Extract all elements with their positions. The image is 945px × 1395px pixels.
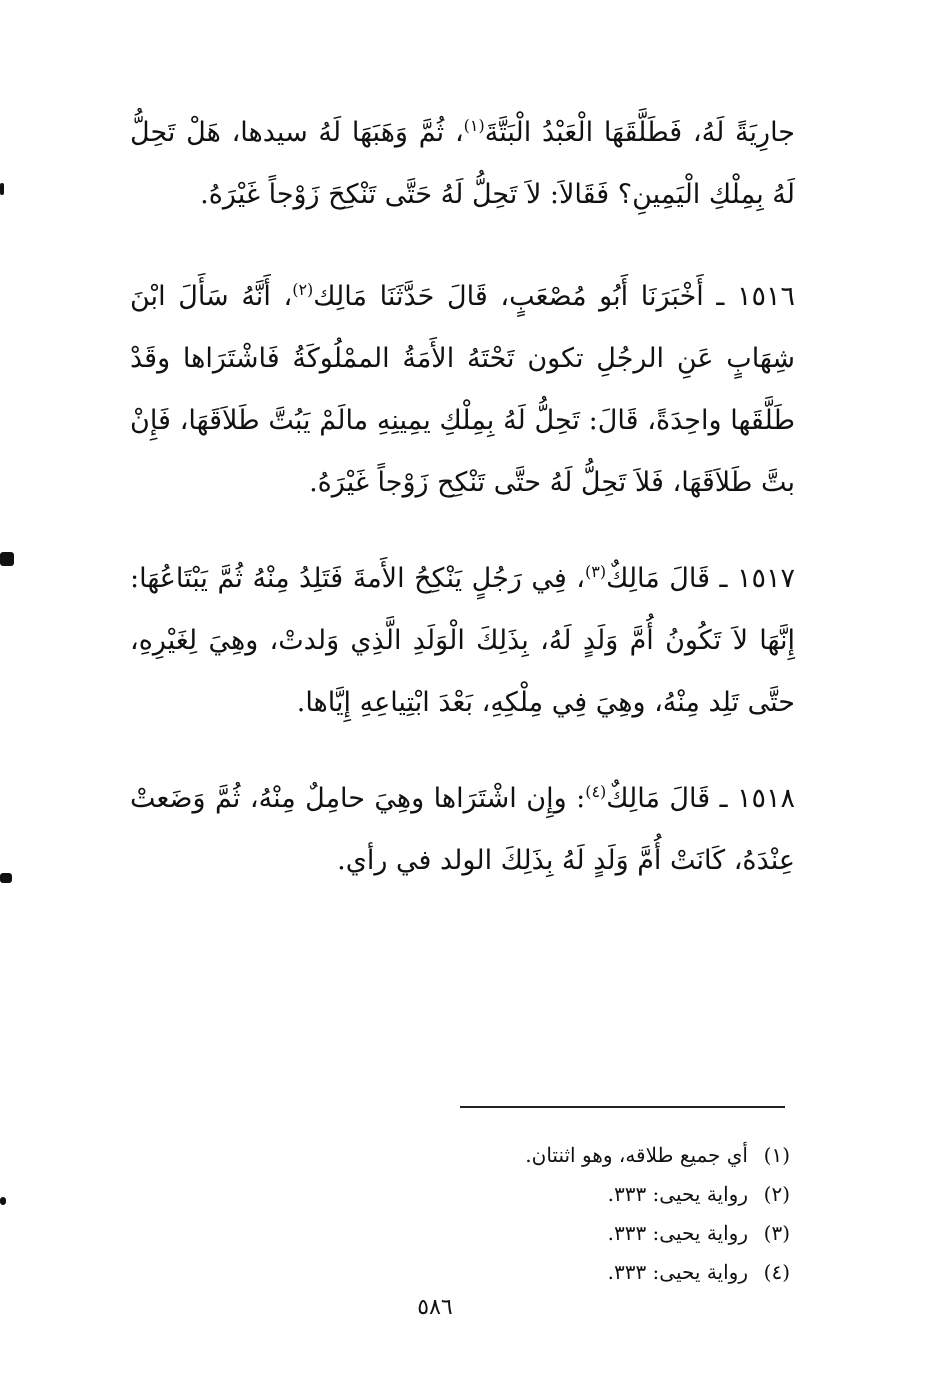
footnote-number: (٢)	[763, 1182, 790, 1206]
paragraph-text-start: جارِيَةً لَهُ، فَطَلَّقَهَا الْعَبْدُ الْبَتَّةَ	[484, 117, 795, 148]
footnote-2	[370, 1175, 790, 1214]
paragraph-text-end: ، ثُمَّ وَهَبَهَا لَهُ سيدها، هَلْ تَحِلُّ لَهُ بِمِلْكِ الْيَمِينِ؟ فَقَالاَ: لاَ تَحِلُّ لَهُ حَتَّى تَنْكِحَ زَوْجاً غَيْرَهُ.	[130, 117, 795, 210]
footnote-1	[370, 1136, 790, 1175]
footnote-divider	[460, 1106, 785, 1108]
paragraph-text-end: : وإِن اشْتَرَاها وهِيَ حامِلٌ مِنْهُ، ثُمَّ وَضَعتْ عِنْدَهُ، كَانَتْ أُمَّ وَلَدٍ لَهُ بِذَلِكَ الولد في رأي.	[130, 783, 795, 876]
footnote-reference-1[interactable]: (١)	[463, 116, 485, 135]
footnote-number: (٤)	[763, 1260, 790, 1284]
footnotes-section	[370, 1136, 790, 1292]
paragraph-continuation	[130, 102, 795, 226]
footnote-3	[370, 1214, 790, 1253]
paragraph-1516	[130, 266, 795, 514]
paragraph-text-start: ١٥١٧ ـ قَالَ مَالِكٌ	[606, 563, 795, 594]
scan-margin-mark	[0, 1197, 6, 1205]
footnote-number: (١)	[763, 1143, 790, 1167]
scan-margin-mark	[0, 552, 14, 566]
footnote-number: (٣)	[763, 1221, 790, 1245]
footnote-reference-4[interactable]: (٤)	[585, 782, 607, 801]
footnote-text: رواية يحيى: ٣٣٣.	[607, 1260, 748, 1284]
paragraph-text-start: ١٥١٨ ـ قَالَ مَالِكٌ	[606, 783, 795, 814]
paragraph-1517	[130, 548, 795, 734]
footnote-reference-3[interactable]: (٣)	[584, 562, 607, 581]
page-number: ٥٨٦	[417, 1295, 453, 1320]
footnote-reference-2[interactable]: (٢)	[292, 280, 314, 299]
paragraph-text-end: ، فِي رَجُلٍ يَنْكِحُ الأَمةَ فَتَلِدُ مِنْهُ ثُمَّ يَبْتَاعُهَا: إِنَّهَا لاَ تَكُونُ أُمَّ وَلَدٍ لَهُ، بِذَلِكَ الْوَلَدِ الَّذِي وَلدتْ، وهِيَ لِغَيْرِهِ، حتَّى تَلِد مِنْهُ، وهِيَ فِي مِلْكِهِ، بَعْدَ ابْتِياعِهِ إِيَّاها.	[130, 563, 795, 718]
paragraph-1518	[130, 768, 795, 892]
scan-margin-mark	[0, 873, 12, 883]
footnote-4	[370, 1253, 790, 1292]
footnote-text: رواية يحيى: ٣٣٣.	[607, 1182, 748, 1206]
paragraph-text-start: ١٥١٦ ـ أَخْبَرَنَا أَبُو مُصْعَبٍ، قَالَ حَدَّثَنَا مَالِك	[313, 281, 795, 312]
paragraph-text-end: ، أَنَّهُ سَأَلَ ابْنَ شِهَابٍ عَنِ الرجُلِ تكون تَحْتَهُ الأَمَةُ الممْلُوكَةُ فَاشْتَرَاها وقَدْ طَلَّقَها واحِدَةً، قَالَ: تَحِلُّ لَهُ بِمِلْكِ يمِينِهِ مالَمْ يَبُتَّ طَلاَقَهَا، فَإِنْ بتَّ طَلاَقَهَا، فَلاَ تَحِلُّ لَهُ حتَّى تَنْكِح زَوْجاً غَيْرَهُ.	[130, 281, 795, 498]
footnote-text: أي جميع طلاقه، وهو اثنتان.	[525, 1143, 748, 1167]
footnote-text: رواية يحيى: ٣٣٣.	[607, 1221, 748, 1245]
scan-margin-mark	[0, 183, 4, 195]
